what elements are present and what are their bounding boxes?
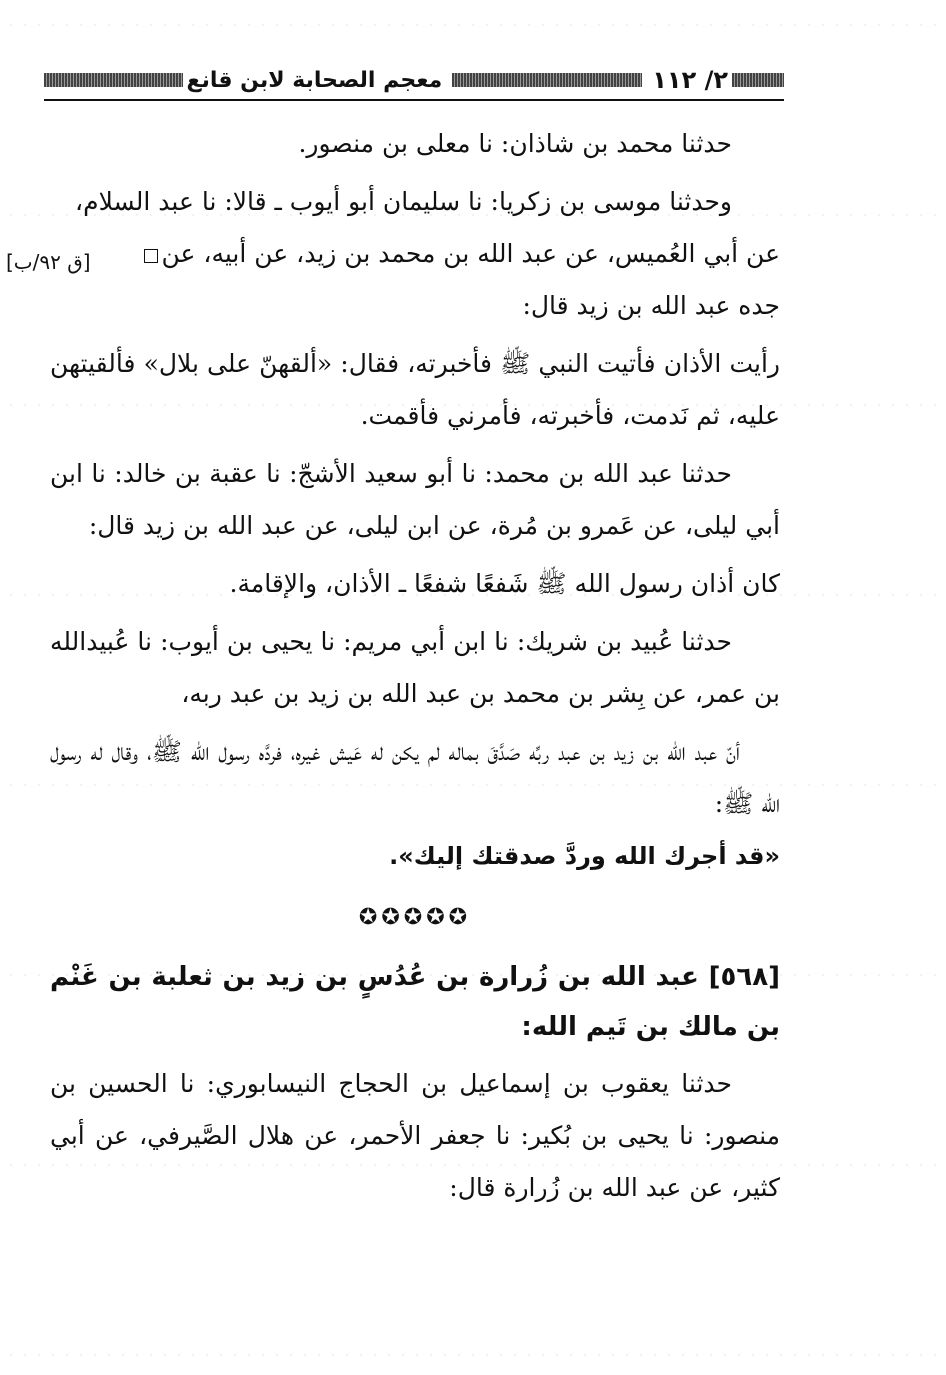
book-title: معجم الصحابة لابن قانع xyxy=(186,67,443,93)
hadith-quote: «قد أجرك الله وردَّ صدقتك إليك». xyxy=(389,842,780,870)
running-header xyxy=(44,60,784,100)
hadith-text: رأيت الأذان فأتيت النبي ﷺ فأخبرته، فقال: «ألقهنّ على بلال» فألقيتهن عليه، ثم نَدمت، فأخبرته، فأمرني فأقمت. xyxy=(50,349,780,430)
header-rule xyxy=(44,99,784,101)
isnad-paragraph xyxy=(50,228,780,280)
isnad-paragraph: وحدثنا موسى بن زكريا: نا سليمان أبو أيوب ـ قالا: نا عبد السلام، xyxy=(75,187,732,216)
header-ornament-bar xyxy=(44,73,183,87)
isnad-paragraph: حدثنا يعقوب بن إسماعيل بن الحجاج النيسابوري: نا الحسين بن منصور: نا يحيى بن بُكير: نا جعفر الأحمر، عن هلال الصَّيرفي، عن أبي كثير، عن عبد الله بن زُرارة قال: xyxy=(50,1069,780,1202)
header-ornament-bar xyxy=(452,73,642,87)
isnad-paragraph: جده عبد الله بن زيد قال: xyxy=(522,291,780,320)
isnad-paragraph: حدثنا محمد بن شاذان: نا معلى بن منصور. xyxy=(298,129,732,158)
hadith-text: أنّ عبد الله بن زيد بن عبد ربِّه صَدَّقَ بماله لم يكن له عَيش غيره، فردَّه رسول الله ﷺ، وقال له رسول الله ﷺ: xyxy=(50,737,780,818)
header-ornament-bar xyxy=(732,73,784,87)
body-text xyxy=(50,118,780,1220)
hadith-text: كان أذان رسول الله ﷺ شَفعًا شفعًا ـ الأذان، والإقامة. xyxy=(229,569,780,598)
isnad-paragraph: حدثنا عبد الله بن محمد: نا أبو سعيد الأشجّ: نا عقبة بن خالد: نا ابن أبي ليلى، عن عَمرو بن مُرة، عن ابن ليلى، عن عبد الله بن زيد قال: xyxy=(50,459,780,540)
page-number: ٢/ ١١٢ xyxy=(652,66,728,94)
manuscript-folio-note: [ق ٩٢/ب] xyxy=(6,250,91,274)
lacuna-box-icon xyxy=(144,249,158,263)
entry-heading: [٥٦٨] عبد الله بن زُرارة بن عُدُسٍ بن زيد بن ثعلبة بن غَنْم بن مالك بن تَيم الله: xyxy=(50,962,780,1042)
isnad-line: عن أبي العُميس، عن عبد الله بن محمد بن زيد، عن أبيه، عن xyxy=(161,239,780,268)
section-separator: ✪✪✪✪✪ xyxy=(358,905,472,930)
isnad-paragraph: حدثنا عُبيد بن شريك: نا ابن أبي مريم: نا يحيى بن أيوب: نا عُبيدالله بن عمر، عن بِشر بن محمد بن عبد الله بن زيد بن عبد ربه، xyxy=(50,627,780,708)
